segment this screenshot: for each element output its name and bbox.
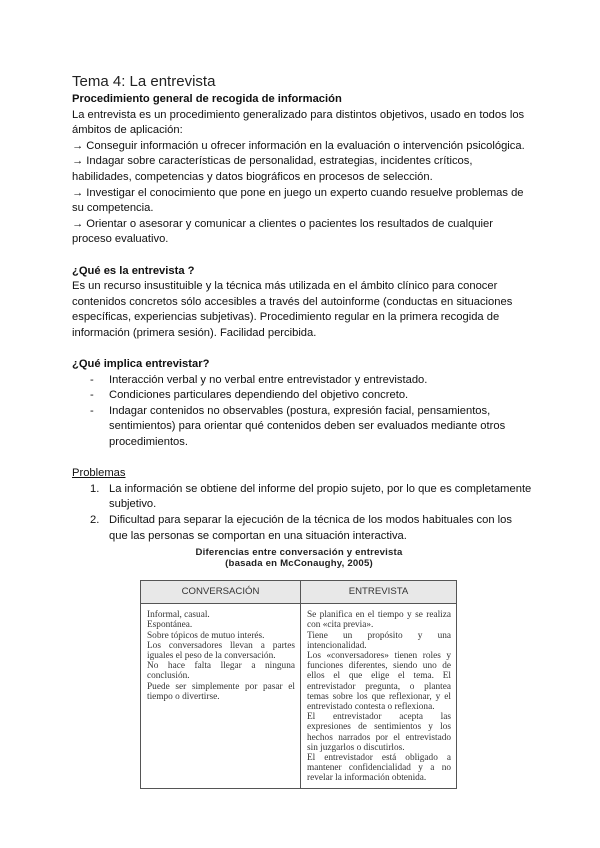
list-number: 2.	[90, 514, 100, 527]
column-header: ENTREVISTA	[301, 581, 457, 604]
list-text: Dificultad para separar la ejecución de la técnica de los modos habituales con los que las personas se comportan en una situación interactiva.	[109, 514, 512, 542]
list-item: → Orientar o asesorar y comunicar a clientes o pacientes los resultados de cualquier proceso evaluativo.	[72, 217, 493, 246]
table-cell-line: El entrevistador está obligado a mantener confidencialidad y a no revelar la información obtenida.	[307, 753, 451, 784]
table-cell-line: Los conversadores llevan a partes iguales el peso de la conversación.	[147, 640, 295, 662]
section-heading: Procedimiento general de recogida de información	[72, 93, 342, 105]
section-heading: ¿Qué implica entrevistar?	[72, 358, 210, 371]
list-item: - Indagar contenidos no observables (postura, expresión facial, pensamientos, sentimientos) para orientar qué contenidos deben ser evaluados mediante otros procedimientos.	[72, 404, 532, 451]
document-page	[72, 72, 532, 789]
table-cell-line: Espontánea.	[147, 620, 193, 631]
list-item: → Conseguir información u ofrecer información en la evaluación o intervención psicológica.	[72, 139, 525, 152]
list-item	[72, 482, 532, 513]
section-heading: Problemas	[72, 467, 126, 480]
table-cell-line: Informal, casual.	[147, 610, 210, 621]
page-title: Tema 4: La entrevista	[72, 73, 216, 90]
column-header: CONVERSACIÓN	[141, 581, 301, 604]
comparison-table	[140, 580, 457, 788]
table-cell-line: Los «conversadores» tienen roles y funciones diferentes, siendo uno de ellos el que elige el tema. El entrevistador pregunta, o plantea temas sobre los que reflexionar, y el entrevistado contesta o reflexiona.	[307, 651, 451, 713]
figure-caption: Diferencias entre conversación y entrevista	[195, 547, 403, 559]
table-cell-conversacion	[141, 604, 301, 788]
table-cell-line: Sobre tópicos de mutuo interés.	[147, 630, 265, 641]
list-number: 1.	[90, 482, 100, 495]
table-cell-line: Puede ser simplemente por pasar el tiempo o divertirse.	[147, 681, 295, 702]
list-item: → Investigar el conocimiento que pone en juego un experto cuando resuelve problemas de su competencia.	[72, 186, 524, 215]
figure-caption: (basada en McConaughy, 2005)	[225, 558, 373, 570]
table-cell-line: No hace falta llegar a ninguna conclusión.	[147, 661, 295, 682]
section-heading: ¿Qué es la entrevista ?	[72, 264, 195, 277]
paragraph: La entrevista es un procedimiento generalizado para distintos objetivos, usado en todos los ámbitos de aplicación:	[72, 108, 525, 137]
list-item: → Indagar sobre características de personalidad, estrategias, incidentes críticos, habilidades, competencias y datos biográficos en procesos de selección.	[72, 155, 473, 183]
list-text: La información se obtiene del informe del propio sujeto, por lo que es completamente subjetivo.	[109, 482, 532, 511]
list-item: - Condiciones particulares dependiendo del objetivo concreto.	[72, 388, 532, 404]
table-cell-entrevista	[301, 604, 457, 788]
table-cell-line: Tiene un propósito y una intencionalidad.	[307, 630, 451, 651]
comparison-figure	[138, 547, 460, 788]
table-cell-line: El entrevistador acepta las expresiones de sentimientos y los hechos narrados por el entrevistado sin juzgarlos o discutirlos.	[307, 712, 451, 753]
list-item: - Interacción verbal y no verbal entre entrevistador y entrevistado.	[72, 373, 532, 389]
paragraph: Es un recurso insustituible y la técnica más utilizada en el ámbito clínico para conocer contenidos concretos sólo accesibles a través del autoinforme (conductas en situaciones específicas, experiencias subjetivas). Procedimiento regular en la primera recogida de información (primera sesión). Facilidad percibida.	[72, 280, 513, 339]
table-cell-line: Se planifica en el tiempo y se realiza con «cita previa».	[307, 610, 451, 631]
list-item	[72, 513, 532, 544]
